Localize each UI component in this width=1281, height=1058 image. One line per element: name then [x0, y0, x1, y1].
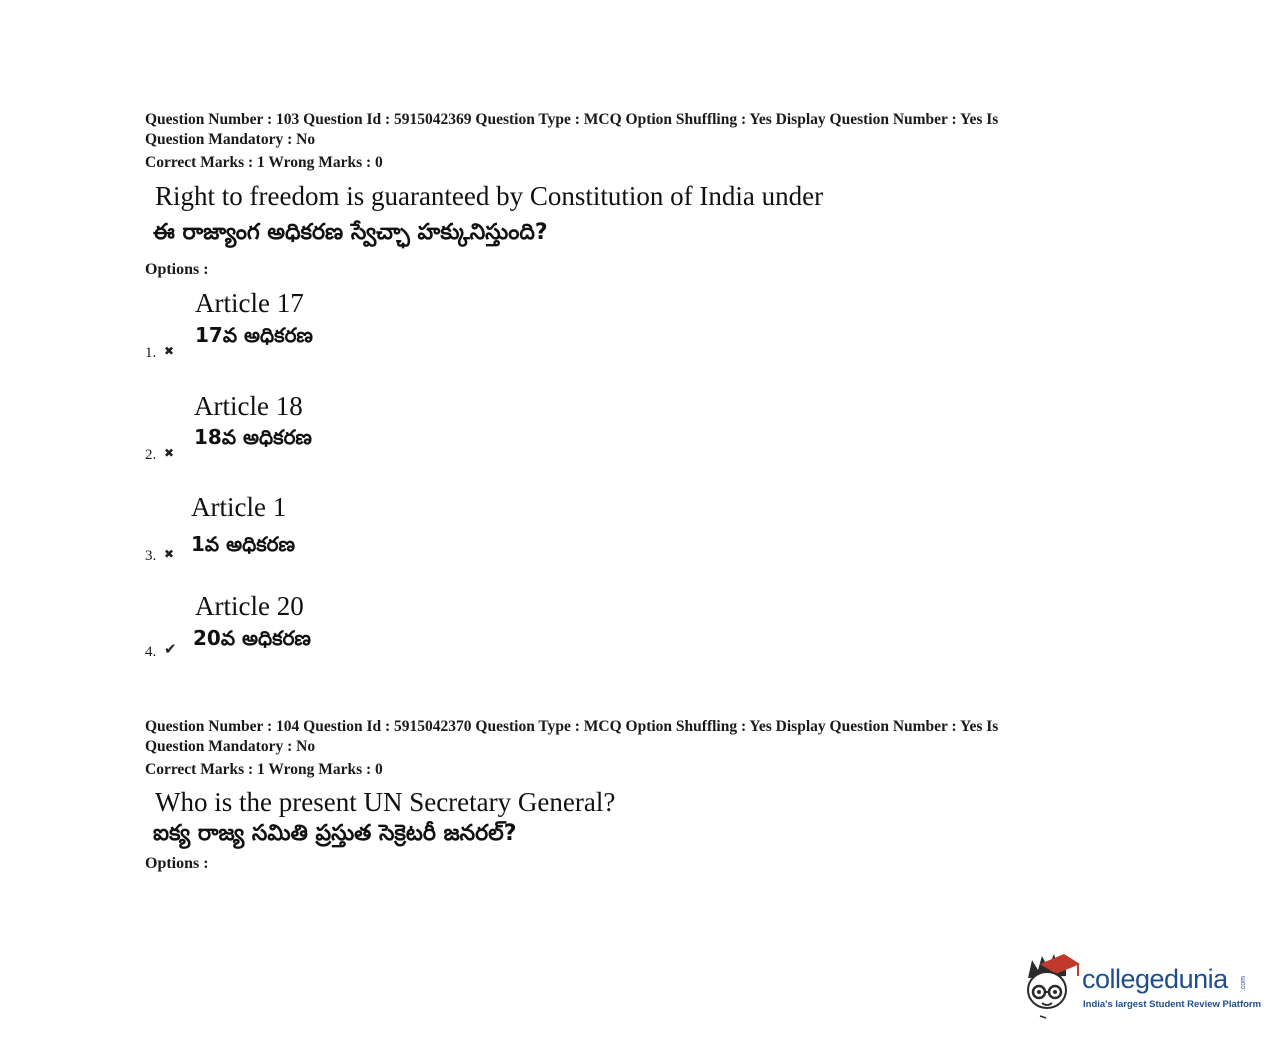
option-text-telugu: 1వ అధికరణ [191, 532, 296, 556]
question-text-telugu: ఈ రాజ్యాంగ అధికరణ స్వేచ్ఛా హక్కునిస్తుంది? [153, 220, 548, 245]
question-text-english: Who is the present UN Secretary General? [155, 787, 616, 817]
question-meta-line2: Question Mandatory : No [145, 131, 316, 148]
wrong-mark-icon: ✖ [164, 446, 175, 460]
student-mascot-icon [1022, 950, 1082, 1020]
option-number: 1. [145, 345, 157, 361]
wrong-mark-icon: ✖ [164, 547, 175, 561]
question-marks: Correct Marks : 1 Wrong Marks : 0 [145, 154, 383, 171]
collegedunia-logo [1022, 950, 1262, 1020]
question-meta [145, 110, 1145, 150]
logo-wordmark: collegedunia [1082, 964, 1228, 994]
option-text-telugu: 17వ అధికరణ [195, 323, 313, 347]
logo-tagline: India's largest Student Review Platform [1083, 999, 1262, 1010]
option-text-telugu: 20వ అధికరణ [193, 626, 311, 650]
question-meta [145, 717, 1145, 757]
question-meta-line1: Question Number : 104 Question Id : 5915042370 Question Type : MCQ Option Shuffling : Yes Display Question Number : Yes Is [145, 718, 999, 735]
option-text-english: Article 20 [195, 591, 304, 621]
option-text-telugu: 18వ అధికరణ [194, 425, 312, 449]
option-number: 3. [145, 548, 157, 564]
question-meta-line1: Question Number : 103 Question Id : 5915042369 Question Type : MCQ Option Shuffling : Yes Display Question Number : Yes Is [145, 111, 999, 128]
option-number: 4. [145, 644, 157, 660]
option-text-english: Article 17 [195, 288, 304, 318]
question-text-english: Right to freedom is guaranteed by Constitution of India under [155, 181, 824, 211]
options-label: Options : [145, 261, 209, 278]
wrong-mark-icon: ✖ [164, 344, 175, 358]
question-marks: Correct Marks : 1 Wrong Marks : 0 [145, 761, 383, 778]
option-text-english: Article 18 [194, 391, 303, 421]
correct-check-icon: ✔ [164, 640, 177, 658]
logo-suffix: .com [1240, 976, 1247, 992]
option-text-english: Article 1 [191, 492, 287, 522]
option-number: 2. [145, 447, 157, 463]
question-meta-line2: Question Mandatory : No [145, 738, 316, 755]
options-label: Options : [145, 855, 209, 872]
question-text-telugu: ఐక్య రాజ్య సమితి ప్రస్తుత సెక్రెటరీ జనరల్? [153, 821, 517, 846]
